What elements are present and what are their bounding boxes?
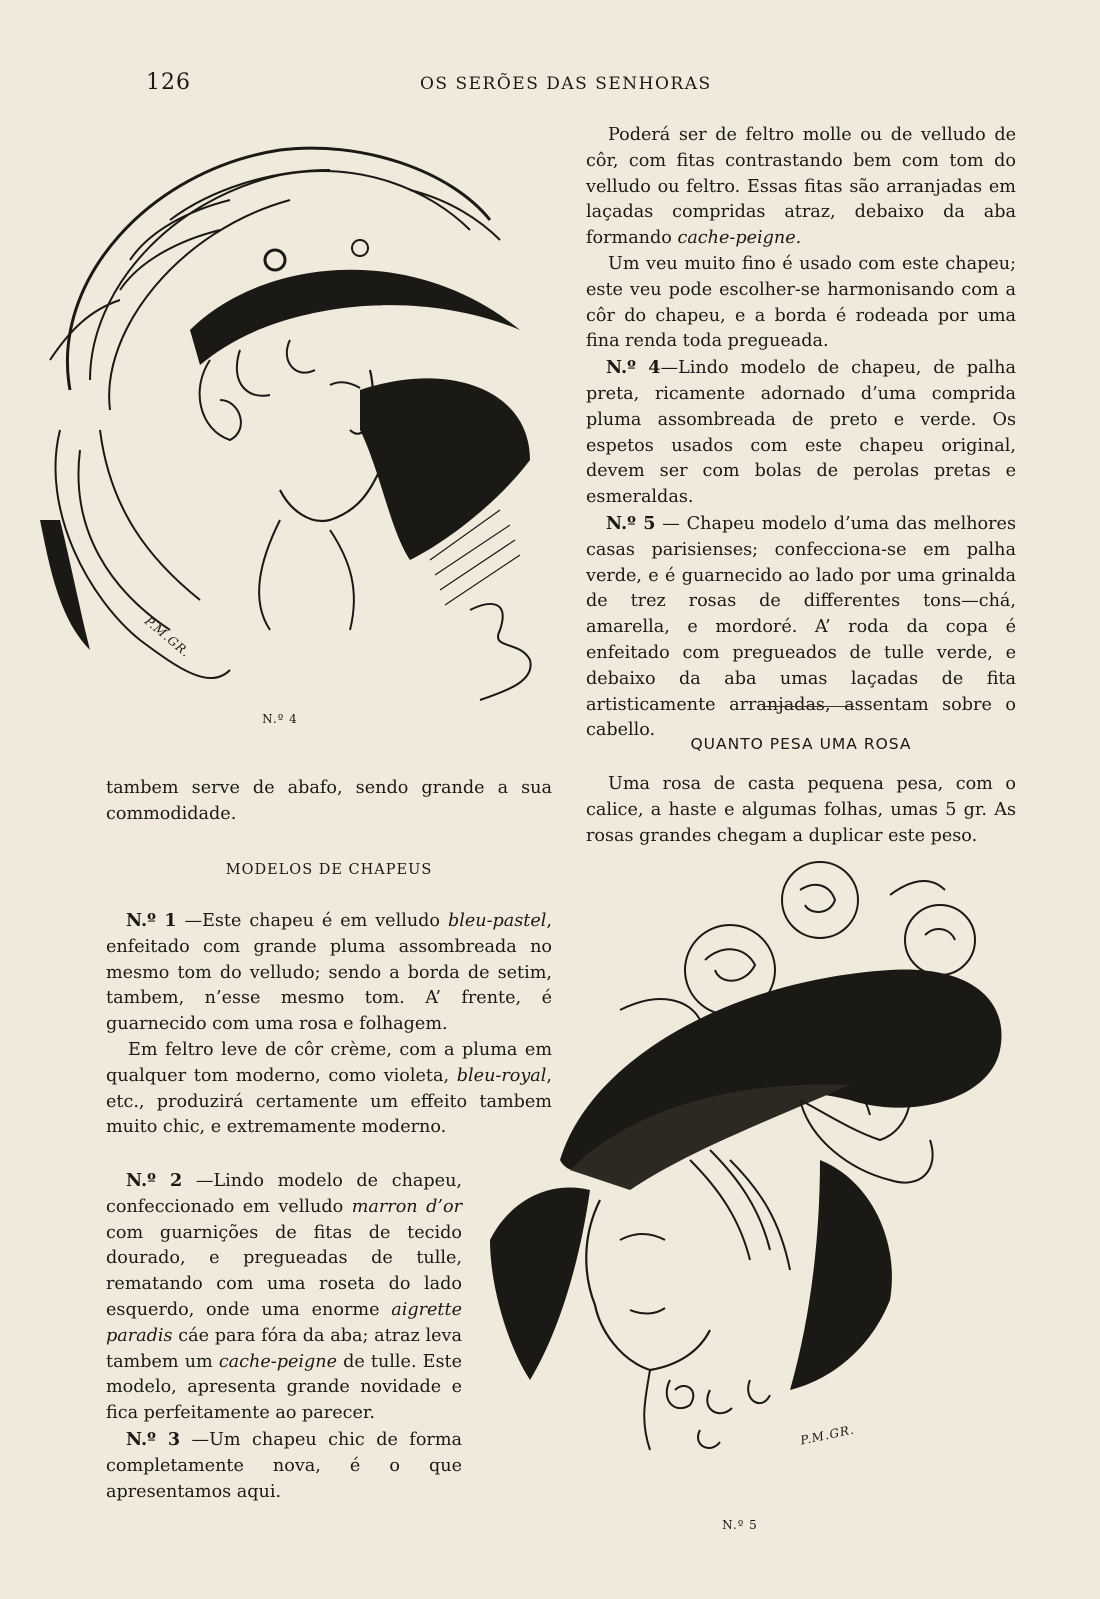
italic-term: bleu-pastel [447, 911, 547, 931]
section-divider [762, 706, 854, 707]
item-number: N.º 5 [606, 512, 656, 534]
text: Poderá ser de feltro molle ou de velludo de côr, com fitas contrastando bem com tom do velludo ou feltro. Essas fitas são arranjadas em laçadas compridas atraz, debaixo da aba formando [586, 125, 1016, 249]
paragraph [106, 1168, 462, 1427]
caption-fig4: N.º 4 [262, 712, 298, 726]
paragraph [106, 1427, 462, 1505]
text: de tulle. Este modelo, apresenta grande novidade e fica perfeitamente ao parecer. [106, 1351, 462, 1424]
italic-term: bleu-royal [456, 1065, 547, 1086]
page-number: 126 [146, 70, 191, 95]
paragraph: Uma rosa de casta pequena pesa, com o calice, a haste e algumas folhas, umas 5 gr. As rosas grandes chegam a duplicar este peso. [586, 774, 1016, 846]
text: —Este chapeu é em velludo [176, 911, 448, 931]
text: —Lindo modelo de chapeu, de palha preta, ricamente adornado d’uma comprida pluma assombreada de preto e verde. Os espetos usados com este chapeu original, devem ser com bolas de perolas pretas e esmeraldas. [586, 358, 1016, 508]
text: cáe para fóra da aba; atraz leva tambem um [106, 1325, 462, 1372]
page-header [0, 70, 1100, 100]
italic-term: marron d’or [351, 1196, 462, 1217]
text: —Um chapeu chic de forma completamente nova, é o que apresentamos aqui. [106, 1429, 462, 1502]
paragraph [586, 123, 1016, 252]
item-number: N.º 4 [606, 357, 661, 379]
paragraph: Um veu muito fino é usado com este chapeu; este veu pode escolher-se harmonisando com a côr do chapeu, e a borda é rodeada por uma fina renda toda pregueada. [586, 253, 1016, 352]
item-number: N.º 3 [126, 1428, 181, 1450]
italic-term: cache-peigne. [677, 228, 802, 249]
signature-fig5: P.M.GR. [799, 1422, 856, 1448]
text: , etc., produzirá certamente um effeito tambem muito chic, e extremamente moderno. [106, 1065, 552, 1138]
right-column-top [586, 123, 1016, 744]
text: —Lindo modelo de chapeu, confeccionado em velludo [106, 1171, 462, 1217]
hat-5-drawing [470, 860, 1040, 1500]
item-number: N.º 2 [126, 1170, 183, 1191]
section-heading-rose: QUANTO PESA UMA ROSA [690, 735, 912, 753]
illustration-hat-4 [30, 130, 560, 710]
text: , enfeitado com grande pluma assombreada no mesmo tom do velludo; sendo a borda de setim, tambem, n’esse mesmo tom. A’ frente, é guarnecido com uma rosa e folhagem. [106, 911, 552, 1035]
hat-4-drawing [30, 130, 560, 710]
text: Em feltro leve de côr crème, com a pluma em qualquer tom moderno, como violeta, [106, 1039, 552, 1086]
running-title: OS SERÕES DAS SENHORAS [420, 74, 712, 94]
section-heading-models: MODELOS DE CHAPEUS [225, 862, 433, 878]
left-column-narrow [106, 1168, 462, 1505]
caption-fig5: N.º 5 [722, 1518, 758, 1532]
right-column-rose [586, 772, 1016, 849]
italic-term: aigrette paradis [106, 1299, 462, 1346]
italic-term: cache-peigne [218, 1351, 338, 1372]
signature-fig4: P.M.GR. [141, 613, 194, 661]
illustration-hat-5 [470, 860, 1040, 1500]
text: com guarnições de fitas de tecido dourado, e pregueadas de tulle, rematando com uma roseta do lado esquerdo, onde uma enorme [106, 1222, 462, 1320]
text: — Chapeu modelo d’uma das melhores casas parisienses; confecciona-se em palha verde, e é guarnecido ao lado por uma grinalda de trez rosas de differentes tons—chá, amarella, e mordoré. A’ roda da copa é enfeitado com pregueados de tulle verde, e debaixo da aba umas laçadas de fita artisticamente arranjadas, assentam sobre o cabello. [586, 513, 1016, 741]
item-number: N.º 1 [126, 910, 177, 931]
paragraph [586, 511, 1016, 744]
paragraph: tambem serve de abafo, sendo grande a sua commodidade. [106, 778, 552, 824]
paragraph [586, 355, 1016, 511]
left-column-intro [106, 776, 552, 828]
